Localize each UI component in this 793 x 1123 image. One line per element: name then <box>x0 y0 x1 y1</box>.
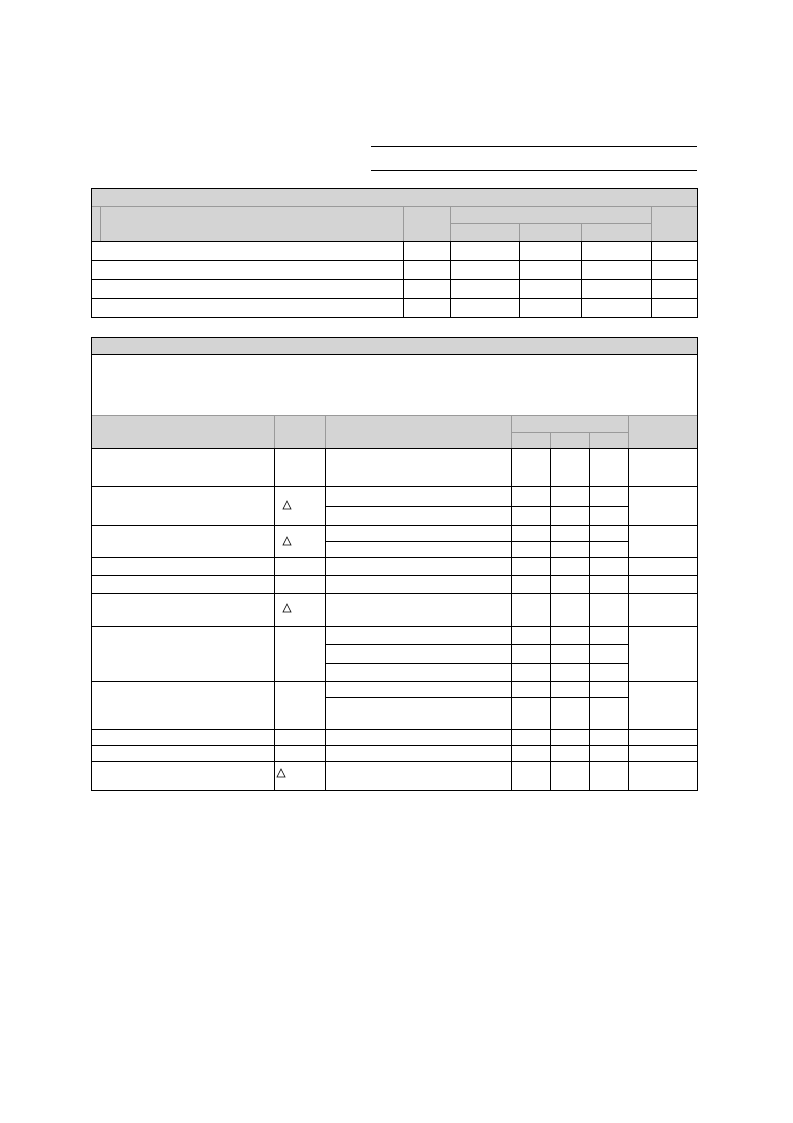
triangle-outline-icon <box>282 603 294 615</box>
table-2-subcol <box>589 433 590 448</box>
table-row <box>92 260 697 261</box>
table-1-header-divider <box>100 207 101 241</box>
table-row <box>92 761 697 762</box>
table-1-col-divider <box>450 207 451 241</box>
table-1-subcol-divider <box>519 224 520 241</box>
table-row <box>92 729 697 730</box>
table-2-header-col <box>628 415 629 448</box>
table-subrow <box>325 541 628 542</box>
top-rule-2 <box>371 170 697 171</box>
table-row <box>92 593 697 594</box>
table-2-body-col <box>550 448 551 790</box>
table-2-title-rule <box>92 354 697 355</box>
table-row <box>92 626 697 627</box>
table-2-header-bottom <box>92 448 697 449</box>
table-1-title-rule <box>92 206 697 207</box>
table-subrow <box>325 697 628 698</box>
table-row <box>92 298 697 299</box>
table-1-subcol-divider <box>581 224 582 241</box>
table-1-subheader-rule <box>450 223 651 224</box>
table-2-body-col <box>589 448 590 790</box>
table-2-body-col <box>628 448 629 790</box>
table-row <box>92 745 697 746</box>
table-1-col-divider <box>651 207 652 241</box>
table-2-header-col <box>274 415 275 448</box>
table-1-body-col <box>450 241 451 318</box>
table-1-body-col <box>651 241 652 318</box>
table-1-header <box>92 189 697 241</box>
table-subrow <box>325 644 628 645</box>
table-subrow <box>325 663 628 664</box>
table-2-subcol <box>550 433 551 448</box>
table-1-body-col <box>403 241 404 318</box>
table-2-body-col <box>511 448 512 790</box>
table-1-col-divider <box>403 207 404 241</box>
triangle-outline-icon <box>282 536 294 548</box>
table-1-header-bottom <box>92 241 697 242</box>
table-row <box>92 557 697 558</box>
table-row <box>92 525 697 526</box>
table-2-body-col <box>325 448 326 790</box>
table-1 <box>91 188 698 318</box>
table-2-header-top <box>92 415 697 416</box>
table-2-subheader-rule <box>511 432 628 433</box>
top-rule-1 <box>371 146 697 147</box>
table-2-title-band <box>92 338 697 354</box>
table-2-header-col <box>325 415 326 448</box>
table-1-body-col <box>519 241 520 318</box>
table-row <box>92 279 697 280</box>
table-row <box>92 681 697 682</box>
table-row <box>92 486 697 487</box>
table-row <box>92 575 697 576</box>
table-subrow <box>325 506 628 507</box>
table-2 <box>91 337 698 791</box>
triangle-outline-icon <box>282 500 294 512</box>
table-2-body-col <box>274 448 275 790</box>
triangle-outline-icon <box>276 768 288 780</box>
table-1-body-col <box>581 241 582 318</box>
